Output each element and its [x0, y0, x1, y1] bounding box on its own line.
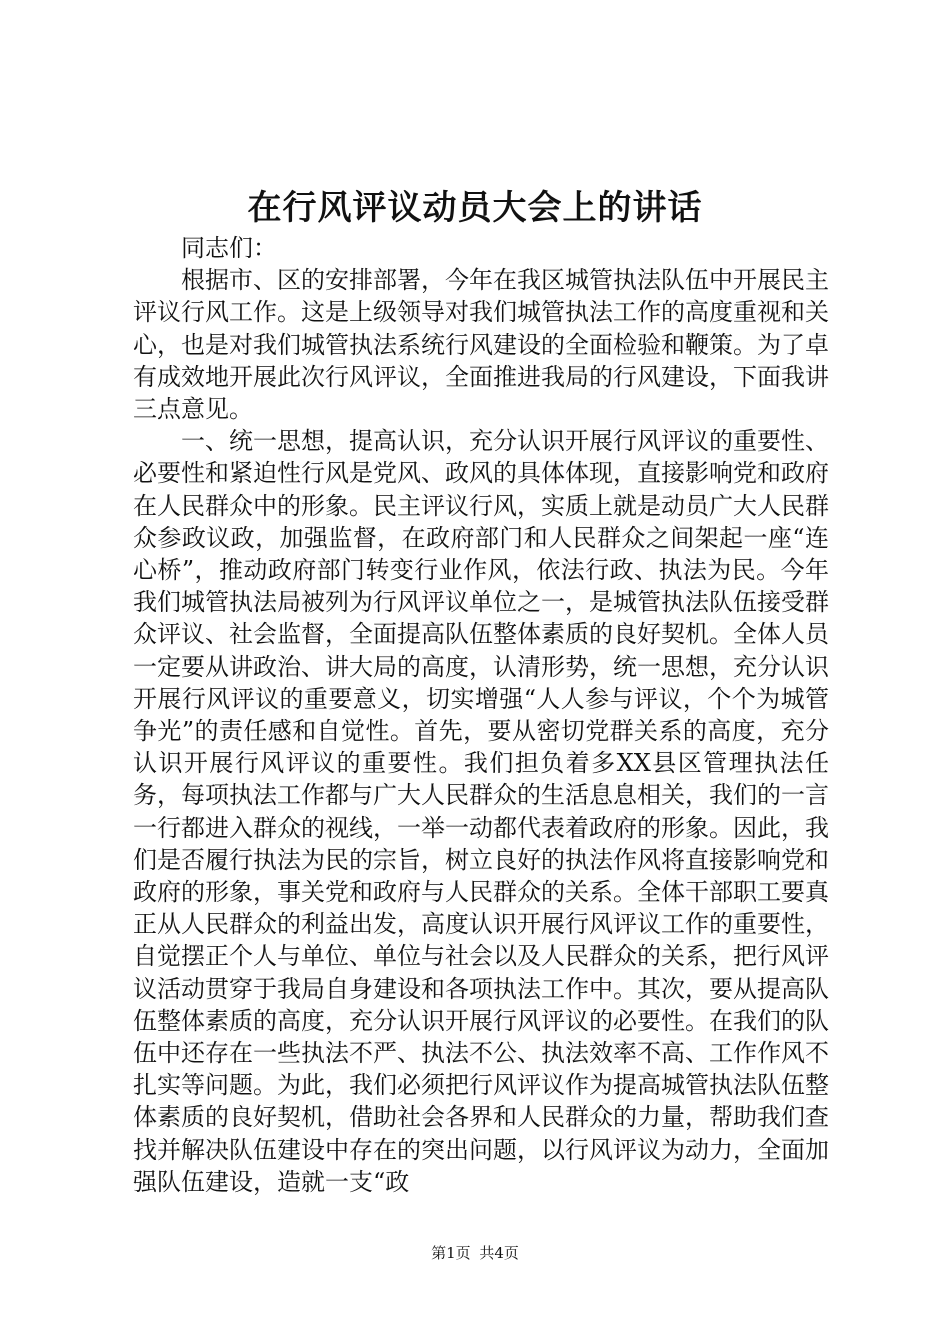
section-one-paragraph: 一、统一思想，提高认识，充分认识开展行风评议的重要性、必要性和紧迫性行风是党风、政风的具体体现，直接影响党和政府在人民群众中的形象。民主评议行风，实质上就是动员广大人民群众参政议政，加强监督，在政府部门和人民群众之间架起一座“连心桥”，推动政府部门转变行业作风，依法行政、执法为民。今年我们城管执法局被列为行风评议单位之一，是城管执法队伍接受群众评议、社会监督，全面提高队伍整体素质的良好契机。全体人员一定要从讲政治、讲大局的高度，认清形势，统一思想，充分认识开展行风评议的重要意义，切实增强“人人参与评议，个个为城管争光”的责任感和自觉性。首先，要从密切党群关系的高度，充分认识开展行风评议的重要性。我们担负着多XX县区管理执法任务，每项执法工作都与广大人民群众的生活息息相关，我们的一言一行都进入群众的视线，一举一动都代表着政府的形象。因此，我们是否履行执法为民的宗旨，树立良好的执法作风将直接影响党和政府的形象，事关党和政府与人民群众的关系。全体干部职工要真正从人民群众的利益出发，高度认识开展行风评议工作的重要性，自觉摆正个人与单位、单位与社会以及人民群众的关系，把行风评议活动贯穿于我局自身建设和各项执法工作中。其次，要从提高队伍整体素质的高度，充分认识开展行风评议的必要性。在我们的队伍中还存在一些执法不严、执法不公、执法效率不高、工作作风不扎实等问题。为此，我们必须把行风评议作为提高城管执法队伍整体素质的良好契机，借助社会各界和人民群众的力量，帮助我们查找并解决队伍建设中存在的突出问题，以行风评议为动力，全面加强队伍建设，造就一支“政 [133, 427, 829, 1196]
page-total: 共4页 [479, 1244, 519, 1262]
document-body [133, 232, 829, 1198]
salutation-paragraph: 同志们： [181, 234, 277, 262]
intro-paragraph: 根据市、区的安排部署，今年在我区城管执法队伍中开展民主评议行风工作。这是上级领导对我们城管执法工作的高度重视和关心，也是对我们城管执法系统行风建设的全面检验和鞭策。为了卓有成效地开展此次行风评议，全面推进我局的行风建设，下面我讲三点意见。 [133, 266, 829, 424]
page-footer [0, 1242, 950, 1264]
page-number: 第1页 [431, 1244, 471, 1262]
document-title: 在行风评议动员大会上的讲话 [247, 188, 703, 228]
